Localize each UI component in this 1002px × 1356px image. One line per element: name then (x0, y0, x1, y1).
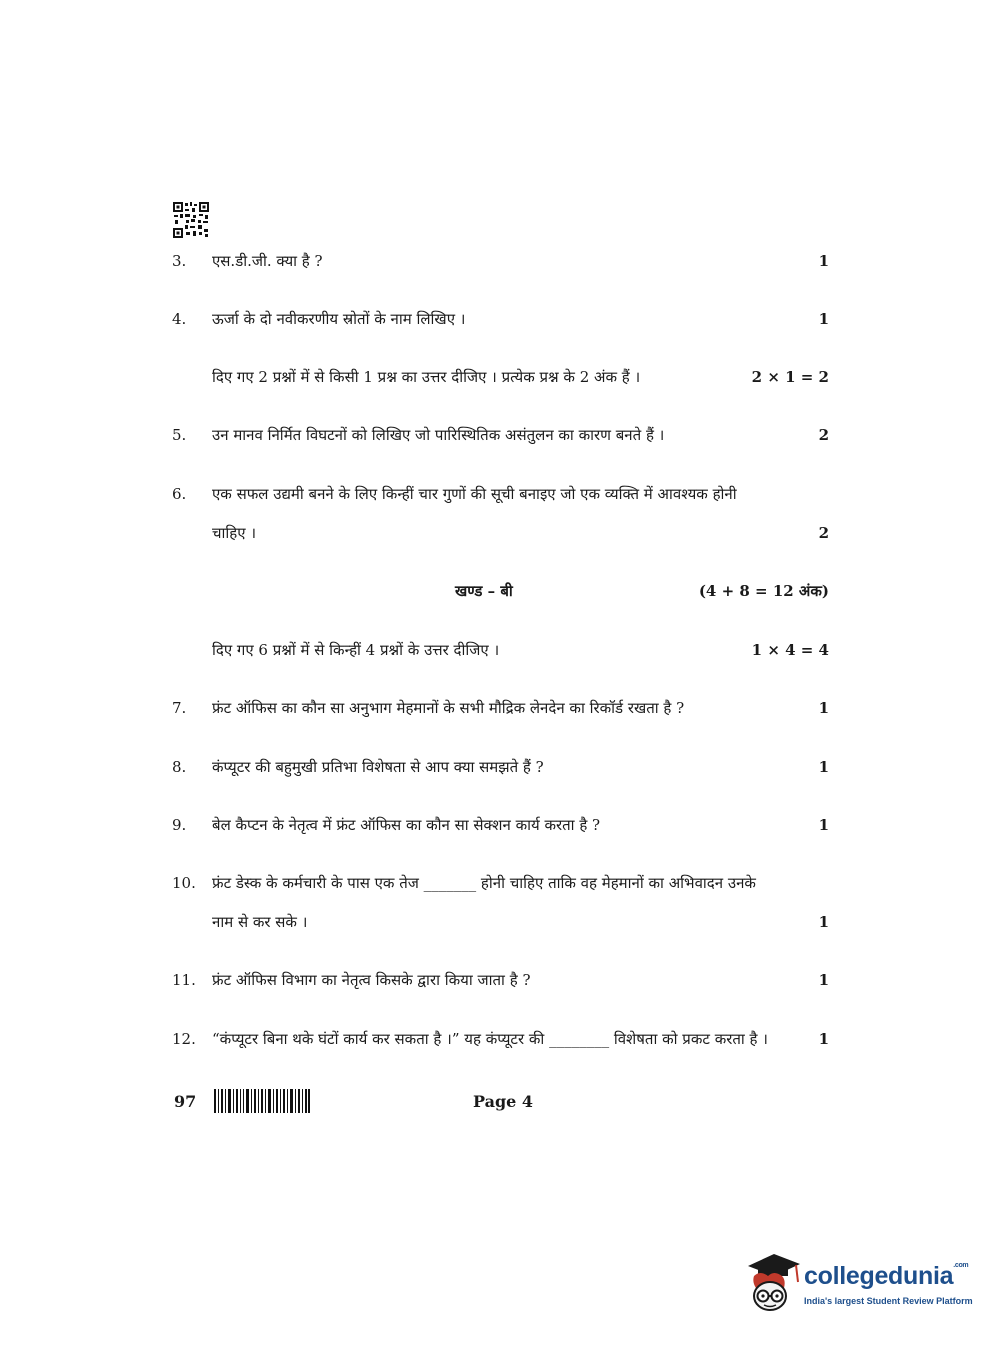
page-number: Page 4 (473, 1092, 534, 1111)
question-text: एस.डी.जी. क्या है ? (212, 252, 323, 270)
question-number: 5. (172, 426, 187, 444)
question-text: बेल कैप्टन के नेतृत्व में फ्रंट ऑफिस का कौन सा सेक्शन कार्य करता है ? (212, 816, 601, 834)
mascot-icon (742, 1250, 802, 1314)
question-text: एक सफल उद्यमी बनने के लिए किन्हीं चार गुणों की सूची बनाइए जो एक व्यक्ति में आवश्यक होनी (212, 485, 737, 503)
question-number: 4. (172, 310, 187, 328)
question-text-continued: नाम से कर सके । (212, 913, 308, 931)
question-marks: 2 (818, 426, 829, 444)
qr-code (172, 201, 210, 239)
barcode (214, 1089, 310, 1113)
question-text: ऊर्जा के दो नवीकरणीय स्रोतों के नाम लिखिए । (212, 310, 466, 328)
collegedunia-logo (742, 1250, 972, 1318)
question-marks: 1 (818, 758, 829, 776)
instruction-marks: 2 × 1 = 2 (751, 368, 829, 386)
instruction-text: दिए गए 6 प्रश्नों में से किन्हीं 4 प्रश्नों के उत्तर दीजिए । (212, 641, 500, 659)
question-text-continued: चाहिए । (212, 524, 257, 542)
question-marks: 2 (818, 524, 829, 542)
question-text: फ्रंट ऑफिस का कौन सा अनुभाग मेहमानों के सभी मौद्रिक लेनदेन का रिकॉर्ड रखता है ? (212, 699, 685, 717)
brand-name: collegedunia$^{.com}$ (804, 1262, 969, 1290)
question-number: 8. (172, 758, 187, 776)
question-text: कंप्यूटर की बहुमुखी प्रतिभा विशेषता से आप क्या समझते हैं ? (212, 758, 544, 776)
question-text: उन मानव निर्मित विघटनों को लिखिए जो पारिस्थितिक असंतुलन का कारण बनते हैं । (212, 426, 665, 444)
paper-code: 97 (174, 1092, 197, 1111)
brand-tagline: India's largest Student Review Platform (804, 1296, 973, 1306)
question-number: 10. (172, 874, 196, 892)
section-b-marks: (4 + 8 = 12 अंक) (698, 582, 829, 600)
question-marks: 1 (818, 1030, 829, 1048)
brand-suffix: .com (953, 1262, 969, 1269)
question-number: 3. (172, 252, 187, 270)
question-marks: 1 (818, 699, 829, 717)
question-marks: 1 (818, 913, 829, 931)
question-text: फ्रंट डेस्क के कर्मचारी के पास एक तेज _______ होनी चाहिए ताकि वह मेहमानों का अभिवादन उनके (212, 874, 756, 892)
instruction-marks: 1 × 4 = 4 (751, 641, 829, 659)
question-number: 12. (172, 1030, 196, 1048)
question-number: 9. (172, 816, 187, 834)
question-number: 6. (172, 485, 187, 503)
question-marks: 1 (818, 310, 829, 328)
question-marks: 1 (818, 252, 829, 270)
section-b-title: खण्ड – बी (455, 582, 513, 600)
question-number: 7. (172, 699, 187, 717)
question-number: 11. (172, 971, 196, 989)
question-text: फ्रंट ऑफिस विभाग का नेतृत्व किसके द्वारा किया जाता है ? (212, 971, 531, 989)
question-marks: 1 (818, 816, 829, 834)
instruction-text: दिए गए 2 प्रश्नों में से किसी 1 प्रश्न का उत्तर दीजिए । प्रत्येक प्रश्न के 2 अंक हैं । (212, 368, 641, 386)
question-marks: 1 (818, 971, 829, 989)
question-text: “कंप्यूटर बिना थके घंटों कार्य कर सकता है ।” यह कंप्यूटर की ________ विशेषता को प्रकट करता है । (212, 1030, 768, 1048)
